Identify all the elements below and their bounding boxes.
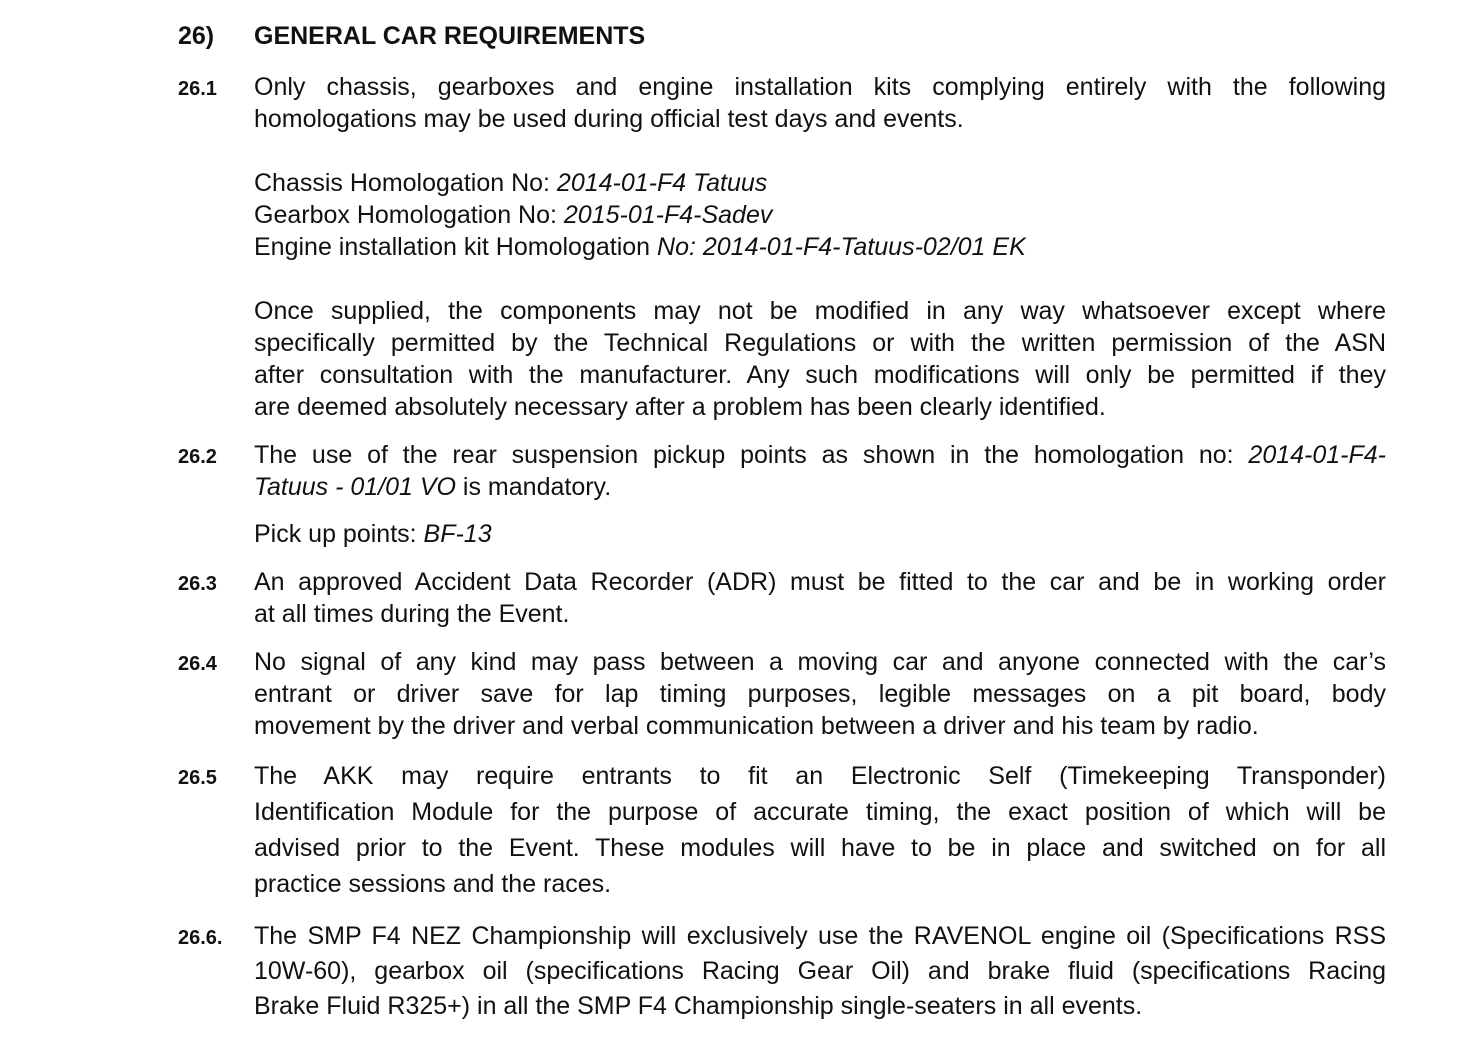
section-title: GENERAL CAR REQUIREMENTS	[254, 22, 646, 50]
clause-26-1-modifications: Once supplied, the components may not be modified in any way whatsoever except where specifically permitted by the Technical Regulations or with the written permission of the ASN after consultation with the manufacturer. Any such modifications will only be permitted if they are deemed absolutely necessary after a problem has been clearly identified.	[254, 297, 1386, 421]
clause-26-3: An approved Accident Data Recorder (ADR) must be fitted to the car and be in working order at all times during the Event.	[254, 568, 1386, 628]
clause-number-26-5: 26.5	[178, 767, 217, 789]
clause-26-1-intro: Only chassis, gearboxes and engine installation kits complying entirely with the following homologations may be used during official test days and events.	[254, 73, 1386, 133]
section-heading	[178, 22, 645, 51]
pick-up-points: Pick up points: BF-13	[254, 520, 492, 548]
clause-26-2: The use of the rear suspension pickup points as shown in the homologation no: 2014-01-F4- Tatuus - 01/01 VO is mandatory.	[254, 441, 1386, 501]
clause-number-26-2: 26.2	[178, 446, 217, 468]
gearbox-homologation: Gearbox Homologation No: 2015-01-F4-Sadev	[254, 201, 773, 229]
homologation-list	[254, 167, 1386, 263]
clause-26-4: No signal of any kind may pass between a moving car and anyone connected with the car’s entrant or driver save for lap timing purposes, legible messages on a pit board, body movement by the driver and verbal communication between a driver and his team by radio.	[254, 648, 1386, 740]
engine-kit-homologation: Engine installation kit Homologation No: 2014-01-F4-Tatuus-02/01 EK	[254, 233, 1026, 261]
clause-26-5: The AKK may require entrants to fit an Electronic Self (Timekeeping Transponder) Identification Module for the purpose of accurate timing, the exact position of which will be advised prior to the Event. These modules will have to be in place and switched on for all practice sessions and the races.	[254, 762, 1386, 898]
clause-number-26-3: 26.3	[178, 573, 217, 595]
clause-number-26-1: 26.1	[178, 78, 217, 100]
chassis-homologation: Chassis Homologation No: 2014-01-F4 Tatuus	[254, 169, 768, 197]
clause-26-6: The SMP F4 NEZ Championship will exclusively use the RAVENOL engine oil (Specifications RSS 10W-60), gearbox oil (specifications Racing Gear Oil) and brake fluid (specifications Racing Brake Fluid R325+) in all the SMP F4 Championship single-seaters in all events.	[254, 922, 1386, 1020]
clause-number-26-6: 26.6.	[178, 927, 223, 949]
section-number: 26)	[178, 22, 215, 50]
clause-number-26-4: 26.4	[178, 653, 217, 675]
